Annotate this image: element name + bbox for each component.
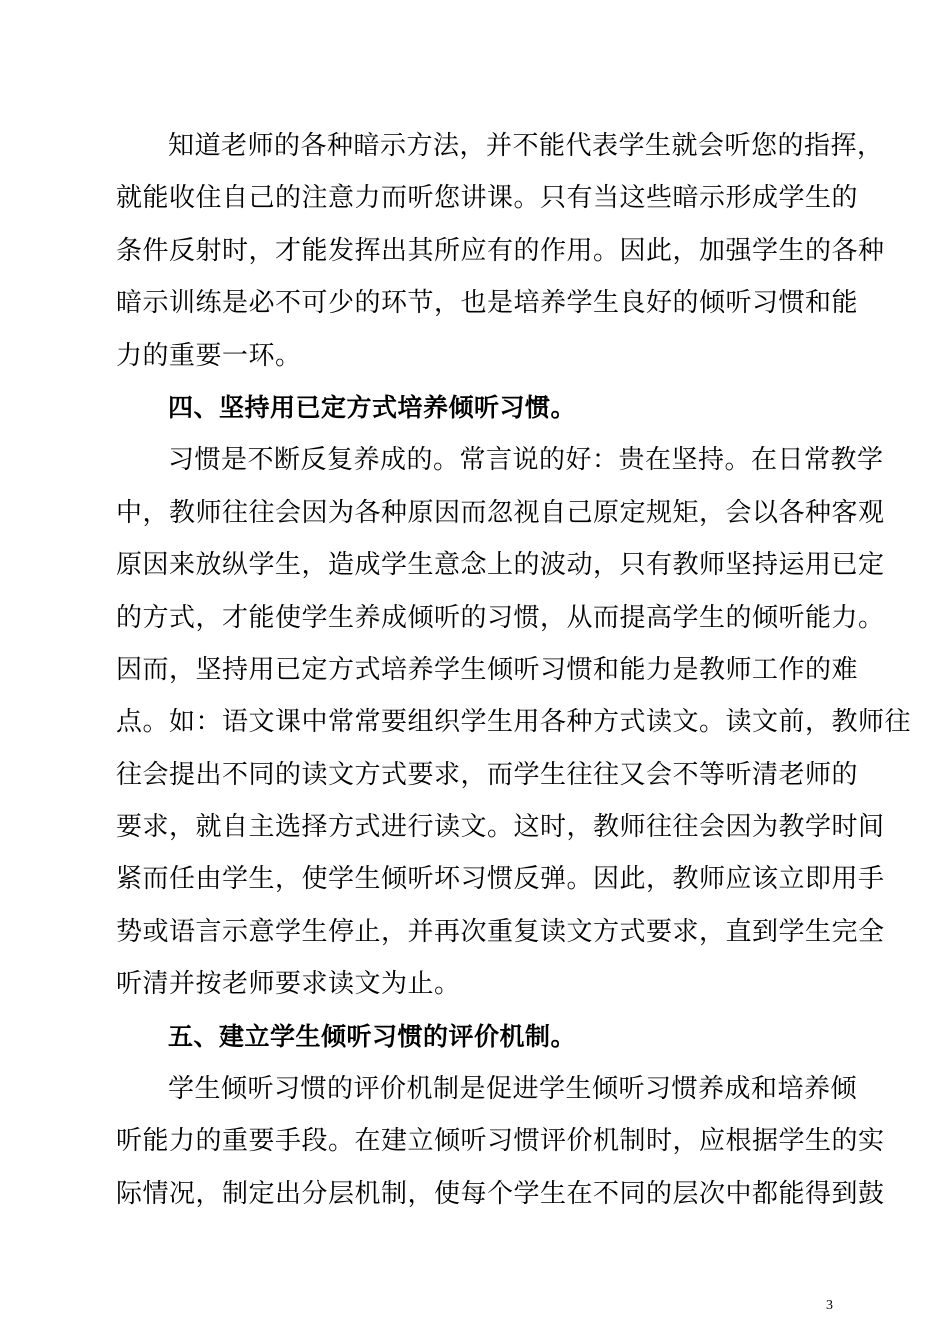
section-heading: 四、坚持用已定方式培养倾听习惯。 xyxy=(168,392,577,422)
text-line: 听能力的重要手段。在建立倾听习惯评价机制时，应根据学生的实 xyxy=(116,1126,885,1157)
document-page xyxy=(116,120,912,1220)
text-line: 力的重要一环。 xyxy=(116,340,302,371)
text-line: 知道老师的各种暗示方法，并不能代表学生就会听您的指挥， xyxy=(168,131,884,161)
text-line: 点。如：语文课中常常要组织学生用各种方式读文。读文前，教师往 xyxy=(116,707,912,738)
text-line: 学生倾听习惯的评价机制是促进学生倾听习惯养成和培养倾 xyxy=(168,1074,858,1105)
text-line: 的方式，才能使学生养成倾听的习惯，从而提高学生的倾听能力。 xyxy=(116,602,885,633)
section-heading: 五、建立学生倾听习惯的评价机制。 xyxy=(168,1021,577,1051)
text-line: 习惯是不断反复养成的。常言说的好：贵在坚持。在日常教学 xyxy=(168,445,884,476)
text-line: 听清并按老师要求读文为止。 xyxy=(116,969,461,1000)
text-line: 中，教师往往会因为各种原因而忽视自己原定规矩，会以各种客观 xyxy=(116,497,885,528)
text-line: 际情况，制定出分层机制，使每个学生在不同的层次中都能得到鼓 xyxy=(116,1178,885,1209)
text-line: 条件反射时，才能发挥出其所应有的作用。因此，加强学生的各种 xyxy=(116,235,885,266)
text-line: 要求，就自主选择方式进行读文。这时，教师往往会因为教学时间 xyxy=(116,812,885,843)
text-line: 原因来放纵学生，造成学生意念上的波动，只有教师坚持运用已定 xyxy=(116,550,885,581)
paragraph xyxy=(116,434,912,1010)
paragraph xyxy=(116,120,885,382)
text-line: 暗示训练是必不可少的环节，也是培养学生良好的倾听习惯和能 xyxy=(116,288,859,319)
text-line: 势或语言示意学生停止，并再次重复读文方式要求，直到学生完全 xyxy=(116,916,885,947)
text-line: 紧而任由学生，使学生倾听坏习惯反弹。因此，教师应该立即用手 xyxy=(116,864,885,895)
text-line: 因而，坚持用已定方式培养学生倾听习惯和能力是教师工作的难 xyxy=(116,654,859,685)
text-line: 就能收住自己的注意力而听您讲课。只有当这些暗示形成学生的 xyxy=(116,183,859,214)
page-number: 3 xyxy=(826,1298,833,1313)
paragraph xyxy=(116,1063,885,1220)
text-line: 往会提出不同的读文方式要求，而学生往往又会不等听清老师的 xyxy=(116,759,859,790)
